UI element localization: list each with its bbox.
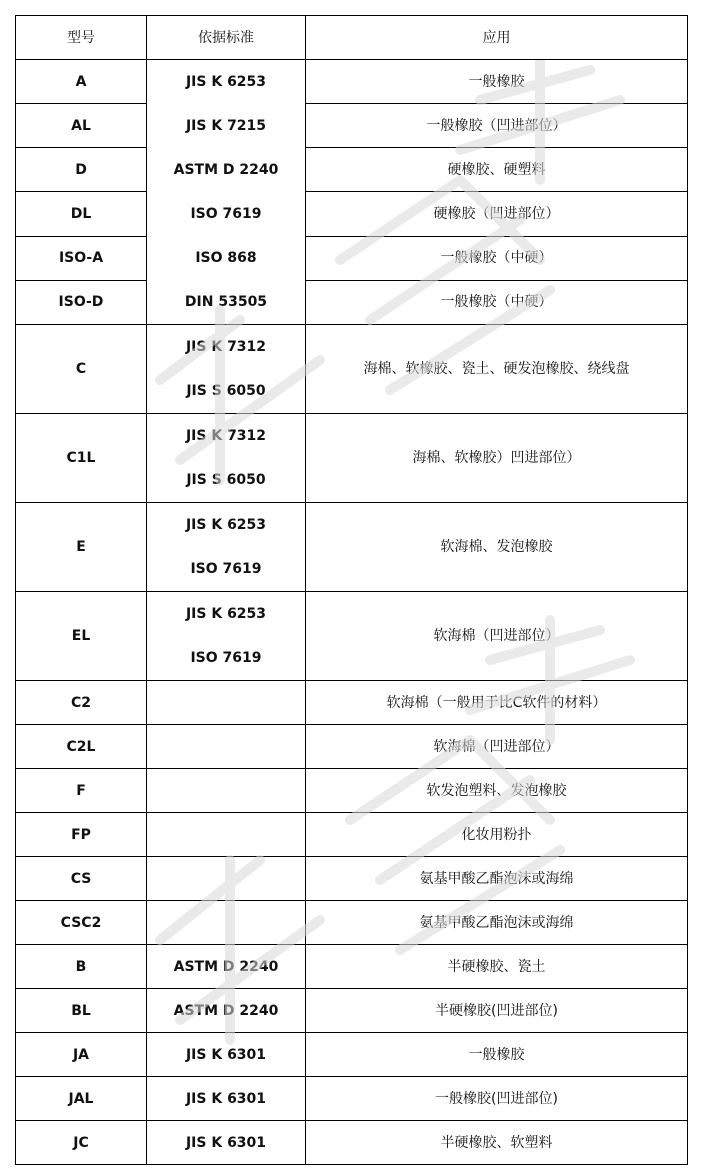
standard-line: JIS K 7312 (185, 428, 267, 444)
model-cell: B (16, 945, 147, 989)
table-row (16, 325, 688, 414)
model-cell: DL (16, 192, 147, 236)
table-row (16, 813, 688, 857)
standard-line: ISO 7619 (190, 650, 262, 666)
model-cell: CS (16, 857, 147, 901)
standard-line: JIS K 6253 (185, 517, 267, 533)
standard-line: JIS K 7215 (185, 118, 267, 134)
table-row (16, 280, 688, 324)
standard-line: JIS K 6253 (185, 74, 267, 90)
application-cell: 海棉、软橡胶、瓷土、硬发泡橡胶、绕线盘 (306, 325, 688, 414)
standard-cell (147, 325, 306, 414)
standard-cell: JIS K 6301 (147, 1121, 306, 1165)
standard-cell (147, 592, 306, 681)
application-cell: 氨基甲酸乙酯泡沫或海绵 (306, 857, 688, 901)
standard-cell (147, 414, 306, 503)
model-cell: C (16, 325, 147, 414)
table-row (16, 148, 688, 192)
standard-cell: ASTM D 2240 (147, 945, 306, 989)
application-cell: 海棉、软橡胶）凹进部位） (306, 414, 688, 503)
standard-line: JIS K 6253 (185, 606, 267, 622)
application-cell: 化妆用粉扑 (306, 813, 688, 857)
standard-line: ISO 7619 (190, 561, 262, 577)
standard-line: JIS S 6050 (186, 472, 266, 488)
application-cell: 软海棉（凹进部位） (306, 592, 688, 681)
model-cell: CSC2 (16, 901, 147, 945)
application-cell: 一般橡胶 (306, 60, 688, 104)
standard-cell (147, 725, 306, 769)
standard-cell (147, 503, 306, 592)
application-cell: 半硬橡胶(凹进部位) (306, 989, 688, 1033)
model-cell: JC (16, 1121, 147, 1165)
table-row (16, 769, 688, 813)
standard-cell (147, 901, 306, 945)
application-cell: 一般橡胶(凹进部位) (306, 1077, 688, 1121)
model-cell: E (16, 503, 147, 592)
standard-line: JIS S 6050 (186, 383, 266, 399)
model-cell: ISO-D (16, 280, 147, 324)
table-row (16, 236, 688, 280)
table-row (16, 1121, 688, 1165)
standard-cell: ASTM D 2240 (147, 989, 306, 1033)
table-row (16, 60, 688, 104)
table-row (16, 414, 688, 503)
model-cell: D (16, 148, 147, 192)
header-standard: 依据标准 (147, 16, 306, 60)
header-application: 应用 (306, 16, 688, 60)
model-cell: JAL (16, 1077, 147, 1121)
application-cell: 半硬橡胶、瓷土 (306, 945, 688, 989)
standard-cell: JIS K 6301 (147, 1033, 306, 1077)
model-cell: BL (16, 989, 147, 1033)
model-cell: F (16, 769, 147, 813)
application-cell: 半硬橡胶、软塑料 (306, 1121, 688, 1165)
application-cell: 软海棉（一般用于比C软件的材料） (306, 681, 688, 725)
standard-cell (147, 681, 306, 725)
standard-cell-merged (147, 60, 306, 325)
table-row (16, 989, 688, 1033)
application-cell: 氨基甲酸乙酯泡沫或海绵 (306, 901, 688, 945)
standard-line: ISO 868 (195, 250, 257, 266)
table-row (16, 592, 688, 681)
standard-cell: JIS K 6301 (147, 1077, 306, 1121)
application-cell: 软海棉、发泡橡胶 (306, 503, 688, 592)
model-cell: C1L (16, 414, 147, 503)
table-row (16, 503, 688, 592)
model-cell: JA (16, 1033, 147, 1077)
table-row (16, 104, 688, 148)
table-row (16, 725, 688, 769)
standard-line: JIS K 7312 (185, 339, 267, 355)
model-cell: AL (16, 104, 147, 148)
table-row (16, 192, 688, 236)
standard-line: ISO 7619 (190, 206, 262, 222)
header-model: 型号 (16, 16, 147, 60)
table-row (16, 901, 688, 945)
application-cell: 硬橡胶（凹进部位） (306, 192, 688, 236)
model-cell: C2L (16, 725, 147, 769)
application-cell: 硬橡胶、硬塑料 (306, 148, 688, 192)
model-cell: FP (16, 813, 147, 857)
model-cell: ISO-A (16, 236, 147, 280)
table-row (16, 1077, 688, 1121)
standard-cell (147, 857, 306, 901)
application-cell: 一般橡胶（中硬） (306, 280, 688, 324)
application-cell: 一般橡胶 (306, 1033, 688, 1077)
standard-cell (147, 769, 306, 813)
application-cell: 软海棉（凹进部位） (306, 725, 688, 769)
hardness-type-table (15, 15, 688, 1165)
application-cell: 一般橡胶（中硬） (306, 236, 688, 280)
application-cell: 一般橡胶（凹进部位） (306, 104, 688, 148)
model-cell: EL (16, 592, 147, 681)
table-row (16, 1033, 688, 1077)
standard-line: DIN 53505 (184, 294, 268, 310)
standard-line: ASTM D 2240 (173, 162, 279, 178)
table-row (16, 857, 688, 901)
application-cell: 软发泡塑料、发泡橡胶 (306, 769, 688, 813)
table-row (16, 681, 688, 725)
table-row (16, 945, 688, 989)
model-cell: A (16, 60, 147, 104)
header-row (16, 16, 688, 60)
standard-cell (147, 813, 306, 857)
model-cell: C2 (16, 681, 147, 725)
